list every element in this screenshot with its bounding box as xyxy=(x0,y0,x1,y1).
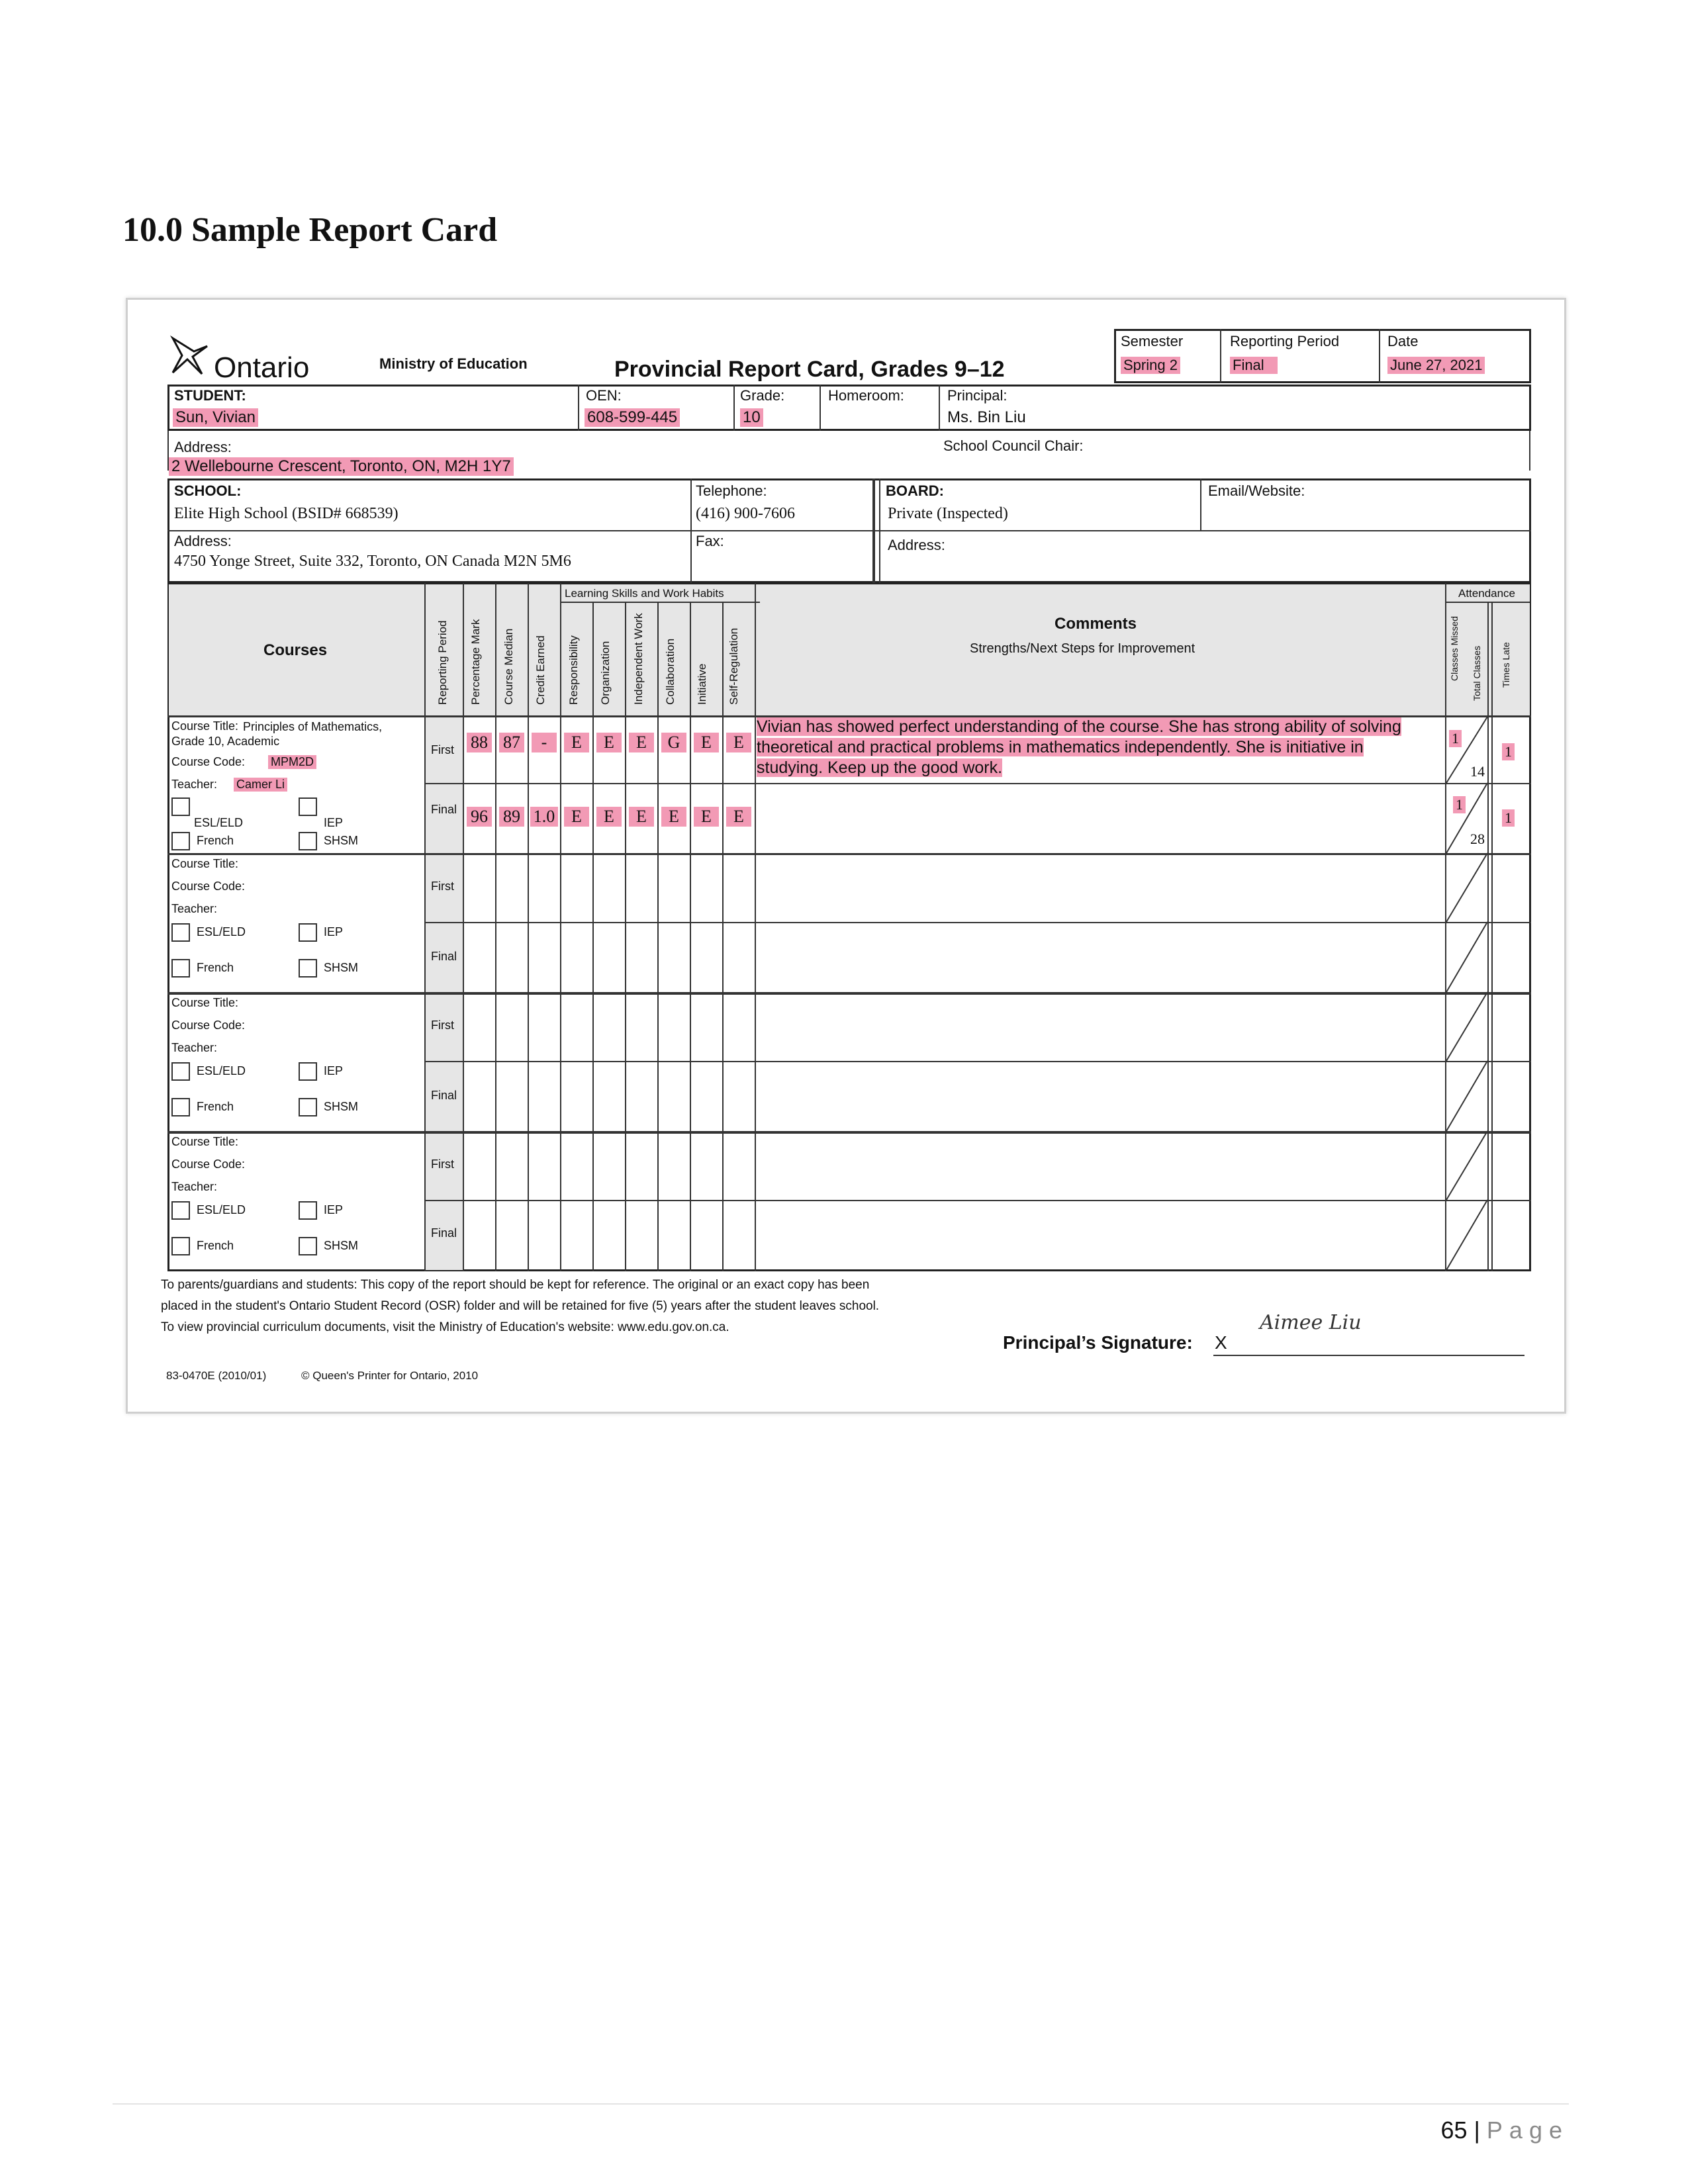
col-collaboration: Collaboration xyxy=(664,638,677,705)
course4-iep-label: IEP xyxy=(324,1203,344,1216)
course3-teacher-label: Teacher: xyxy=(171,1041,218,1054)
course3-code-label: Course Code: xyxy=(171,1019,246,1032)
course4-iep-checkbox[interactable] xyxy=(299,1201,317,1220)
course4-french-checkbox[interactable] xyxy=(171,1237,190,1255)
c1-final-late: 1 xyxy=(1502,809,1515,827)
col-reporting-period: Reporting Period xyxy=(436,620,449,705)
semester-value: Spring 2 xyxy=(1121,357,1180,374)
comments-header: Comments xyxy=(1055,615,1137,633)
c1-final-collaboration: E xyxy=(661,807,686,827)
course1-code: MPM2D xyxy=(268,755,316,769)
oen-value: 608-599-445 xyxy=(585,408,680,427)
section-heading: 10.0 Sample Report Card xyxy=(122,211,498,249)
course4-teacher-label: Teacher: xyxy=(171,1180,218,1193)
c1-final-credit: 1.0 xyxy=(530,807,558,827)
col-times-late: Times Late xyxy=(1501,642,1511,688)
col-course-median: Course Median xyxy=(502,628,515,705)
c1-first-credit: - xyxy=(532,733,557,752)
page-label: Page xyxy=(1486,2116,1569,2144)
fax-label: Fax: xyxy=(696,533,724,549)
course1-title-label: Course Title: xyxy=(171,719,239,733)
c1-first-median: 87 xyxy=(499,733,524,752)
course3-shsm-checkbox[interactable] xyxy=(299,1098,317,1116)
school-value: Elite High School (BSID# 668539) xyxy=(174,505,399,522)
footer-note-3: To view provincial curriculum documents, visit the Ministry of Education's website: www.edu.gov.on.ca. xyxy=(161,1320,729,1334)
course2-french-label: French xyxy=(197,960,234,974)
form-code: 83-0470E (2010/01) xyxy=(166,1369,267,1382)
ministry-label: Ministry of Education xyxy=(379,355,528,372)
course4-esl-label: ESL/ELD xyxy=(197,1203,246,1216)
copyright: © Queen's Printer for Ontario, 2010 xyxy=(301,1369,479,1382)
telephone-label: Telephone: xyxy=(696,482,767,499)
council-chair-label: School Council Chair: xyxy=(943,437,1084,454)
course4-french-label: French xyxy=(197,1238,234,1252)
course2-code-label: Course Code: xyxy=(171,880,246,893)
course1-first-label: First xyxy=(431,743,454,756)
email-label: Email/Website: xyxy=(1208,482,1305,499)
footer-divider xyxy=(113,2103,1569,2105)
c1-final-missed: 1 xyxy=(1453,796,1466,813)
attendance-header: Attendance xyxy=(1458,587,1516,600)
course1-esl-checkbox[interactable] xyxy=(171,797,190,816)
reporting-period-label: Reporting Period xyxy=(1230,333,1340,349)
course4-code-label: Course Code: xyxy=(171,1158,246,1171)
reporting-period-value: Final xyxy=(1230,357,1278,374)
footer-note-1: To parents/guardians and students: This copy of the report should be kept for reference. The original or an exact copy has been xyxy=(161,1278,870,1292)
col-independent-work: Independent Work xyxy=(632,613,645,705)
course4-shsm-label: SHSM xyxy=(324,1238,359,1252)
course2-final-label: Final xyxy=(431,950,457,963)
course2-iep-label: IEP xyxy=(324,925,344,938)
col-organization: Organization xyxy=(599,641,612,705)
c1-final-mark: 96 xyxy=(467,807,492,827)
principal-label: Principal: xyxy=(947,387,1008,404)
student-address-value: 2 Wellebourne Crescent, Toronto, ON, M2H 1Y7 xyxy=(169,457,514,476)
course3-title-label: Course Title: xyxy=(171,996,239,1009)
school-address-label: Address: xyxy=(174,533,232,549)
course1-shsm-label: SHSM xyxy=(324,833,359,847)
c1-final-organization: E xyxy=(596,807,622,827)
date-label: Date xyxy=(1387,333,1419,349)
col-total-classes: Total Classes xyxy=(1472,645,1482,701)
col-responsibility: Responsibility xyxy=(567,635,580,705)
course4-title-label: Course Title: xyxy=(171,1135,239,1148)
course2-teacher-label: Teacher: xyxy=(171,902,218,915)
student-label: STUDENT: xyxy=(174,387,246,404)
learning-skills-header: Learning Skills and Work Habits xyxy=(565,587,724,600)
page-number xyxy=(1440,2116,1569,2144)
semester-label: Semester xyxy=(1121,333,1184,349)
course1-esl-label: ESL/ELD xyxy=(194,816,244,829)
col-percentage-mark: Percentage Mark xyxy=(469,619,482,705)
course3-esl-label: ESL/ELD xyxy=(197,1064,246,1077)
student-address-label: Address: xyxy=(174,439,232,455)
c1-first-missed: 1 xyxy=(1449,730,1462,747)
course2-esl-label: ESL/ELD xyxy=(197,925,246,938)
footer-note-2: placed in the student's Ontario Student Record (OSR) folder and will be retained for five (5) years after the student leaves school. xyxy=(161,1299,880,1313)
course1-comment xyxy=(757,717,1425,778)
c1-first-late: 1 xyxy=(1502,743,1515,760)
col-classes-missed: Classes Missed xyxy=(1449,615,1460,681)
report-card-title: Provincial Report Card, Grades 9–12 xyxy=(614,357,1005,382)
course1-french-label: French xyxy=(197,833,234,847)
comments-subheader: Strengths/Next Steps for Improvement xyxy=(970,641,1196,656)
courses-header: Courses xyxy=(263,641,328,659)
course4-esl-checkbox[interactable] xyxy=(171,1201,190,1220)
c1-first-self-regulation: E xyxy=(726,733,751,752)
board-address-label: Address: xyxy=(888,537,945,553)
course3-french-label: French xyxy=(197,1099,234,1113)
course1-teacher: Camer Li xyxy=(234,778,287,792)
col-initiative: Initiative xyxy=(696,663,708,705)
course2-shsm-label: SHSM xyxy=(324,960,359,974)
principal-signature: Aimee Liu xyxy=(1260,1311,1362,1334)
course3-iep-checkbox[interactable] xyxy=(299,1062,317,1081)
course1-code-label: Course Code: xyxy=(171,755,246,768)
grade-label: Grade: xyxy=(740,387,785,404)
c1-final-independent: E xyxy=(629,807,654,827)
telephone-value: (416) 900-7606 xyxy=(696,505,795,522)
course3-french-checkbox[interactable] xyxy=(171,1098,190,1116)
board-label: BOARD: xyxy=(886,482,944,499)
course3-final-label: Final xyxy=(431,1089,457,1102)
course4-first-label: First xyxy=(431,1158,454,1171)
col-credit-earned: Credit Earned xyxy=(534,635,547,705)
c1-first-organization: E xyxy=(596,733,622,752)
course3-esl-checkbox[interactable] xyxy=(171,1062,190,1081)
c1-final-responsibility: E xyxy=(564,807,589,827)
course1-french-checkbox[interactable] xyxy=(171,832,190,850)
date-value: June 27, 2021 xyxy=(1387,357,1485,374)
school-address-value: 4750 Yonge Street, Suite 332, Toronto, ON Canada M2N 5M6 xyxy=(174,553,571,570)
course1-iep-checkbox[interactable] xyxy=(299,797,317,816)
c1-final-initiative: E xyxy=(694,807,719,827)
oen-label: OEN: xyxy=(586,387,622,404)
grade-value: 10 xyxy=(740,408,763,427)
c1-final-self-regulation: E xyxy=(726,807,751,827)
c1-first-mark: 88 xyxy=(467,733,492,752)
homeroom-label: Homeroom: xyxy=(828,387,904,404)
board-value: Private (Inspected) xyxy=(888,505,1008,522)
course2-french-checkbox[interactable] xyxy=(171,959,190,978)
course1-comment-text: Vivian has showed perfect understanding of the course. She has strong ability of solving theoretical and practical problems in mathematics independently. She is initiative in studying. Keep up the good work. xyxy=(757,717,1401,777)
c1-final-median: 89 xyxy=(499,807,524,827)
c1-first-collaboration: G xyxy=(661,733,686,752)
ontario-logo-text: Ontario xyxy=(214,351,310,384)
student-name: Sun, Vivian xyxy=(173,408,258,427)
page-sep: | xyxy=(1474,2116,1480,2144)
course1-teacher-label: Teacher: xyxy=(171,778,218,791)
course1-final-label: Final xyxy=(431,803,457,816)
c1-final-total: 28 xyxy=(1470,831,1485,847)
course1-title: Principles of Mathematics, Grade 10, Academic xyxy=(171,720,383,748)
report-card-scan xyxy=(126,298,1566,1414)
c1-first-initiative: E xyxy=(694,733,719,752)
course4-final-label: Final xyxy=(431,1226,457,1240)
course2-shsm-checkbox[interactable] xyxy=(299,959,317,978)
course2-iep-checkbox[interactable] xyxy=(299,923,317,942)
school-label: SCHOOL: xyxy=(174,482,242,499)
course3-first-label: First xyxy=(431,1019,454,1032)
c1-first-independent: E xyxy=(629,733,654,752)
attendance-diagonals xyxy=(1445,715,1489,1271)
col-self-regulation: Self-Regulation xyxy=(727,627,740,705)
c1-first-total: 14 xyxy=(1470,763,1485,780)
page-number-value: 65 xyxy=(1440,2116,1468,2144)
signature-x: X xyxy=(1215,1332,1227,1353)
course3-iep-label: IEP xyxy=(324,1064,344,1077)
course2-title-label: Course Title: xyxy=(171,857,239,870)
c1-first-responsibility: E xyxy=(564,733,589,752)
principal-signature-label: Principal’s Signature: xyxy=(1003,1332,1193,1353)
course1-shsm-checkbox[interactable] xyxy=(299,832,317,850)
course4-shsm-checkbox[interactable] xyxy=(299,1237,317,1255)
ontario-trillium-icon xyxy=(167,333,214,383)
course2-esl-checkbox[interactable] xyxy=(171,923,190,942)
course2-first-label: First xyxy=(431,880,454,893)
principal-value: Ms. Bin Liu xyxy=(947,408,1026,426)
course1-iep-label: IEP xyxy=(324,816,344,829)
course3-shsm-label: SHSM xyxy=(324,1099,359,1113)
